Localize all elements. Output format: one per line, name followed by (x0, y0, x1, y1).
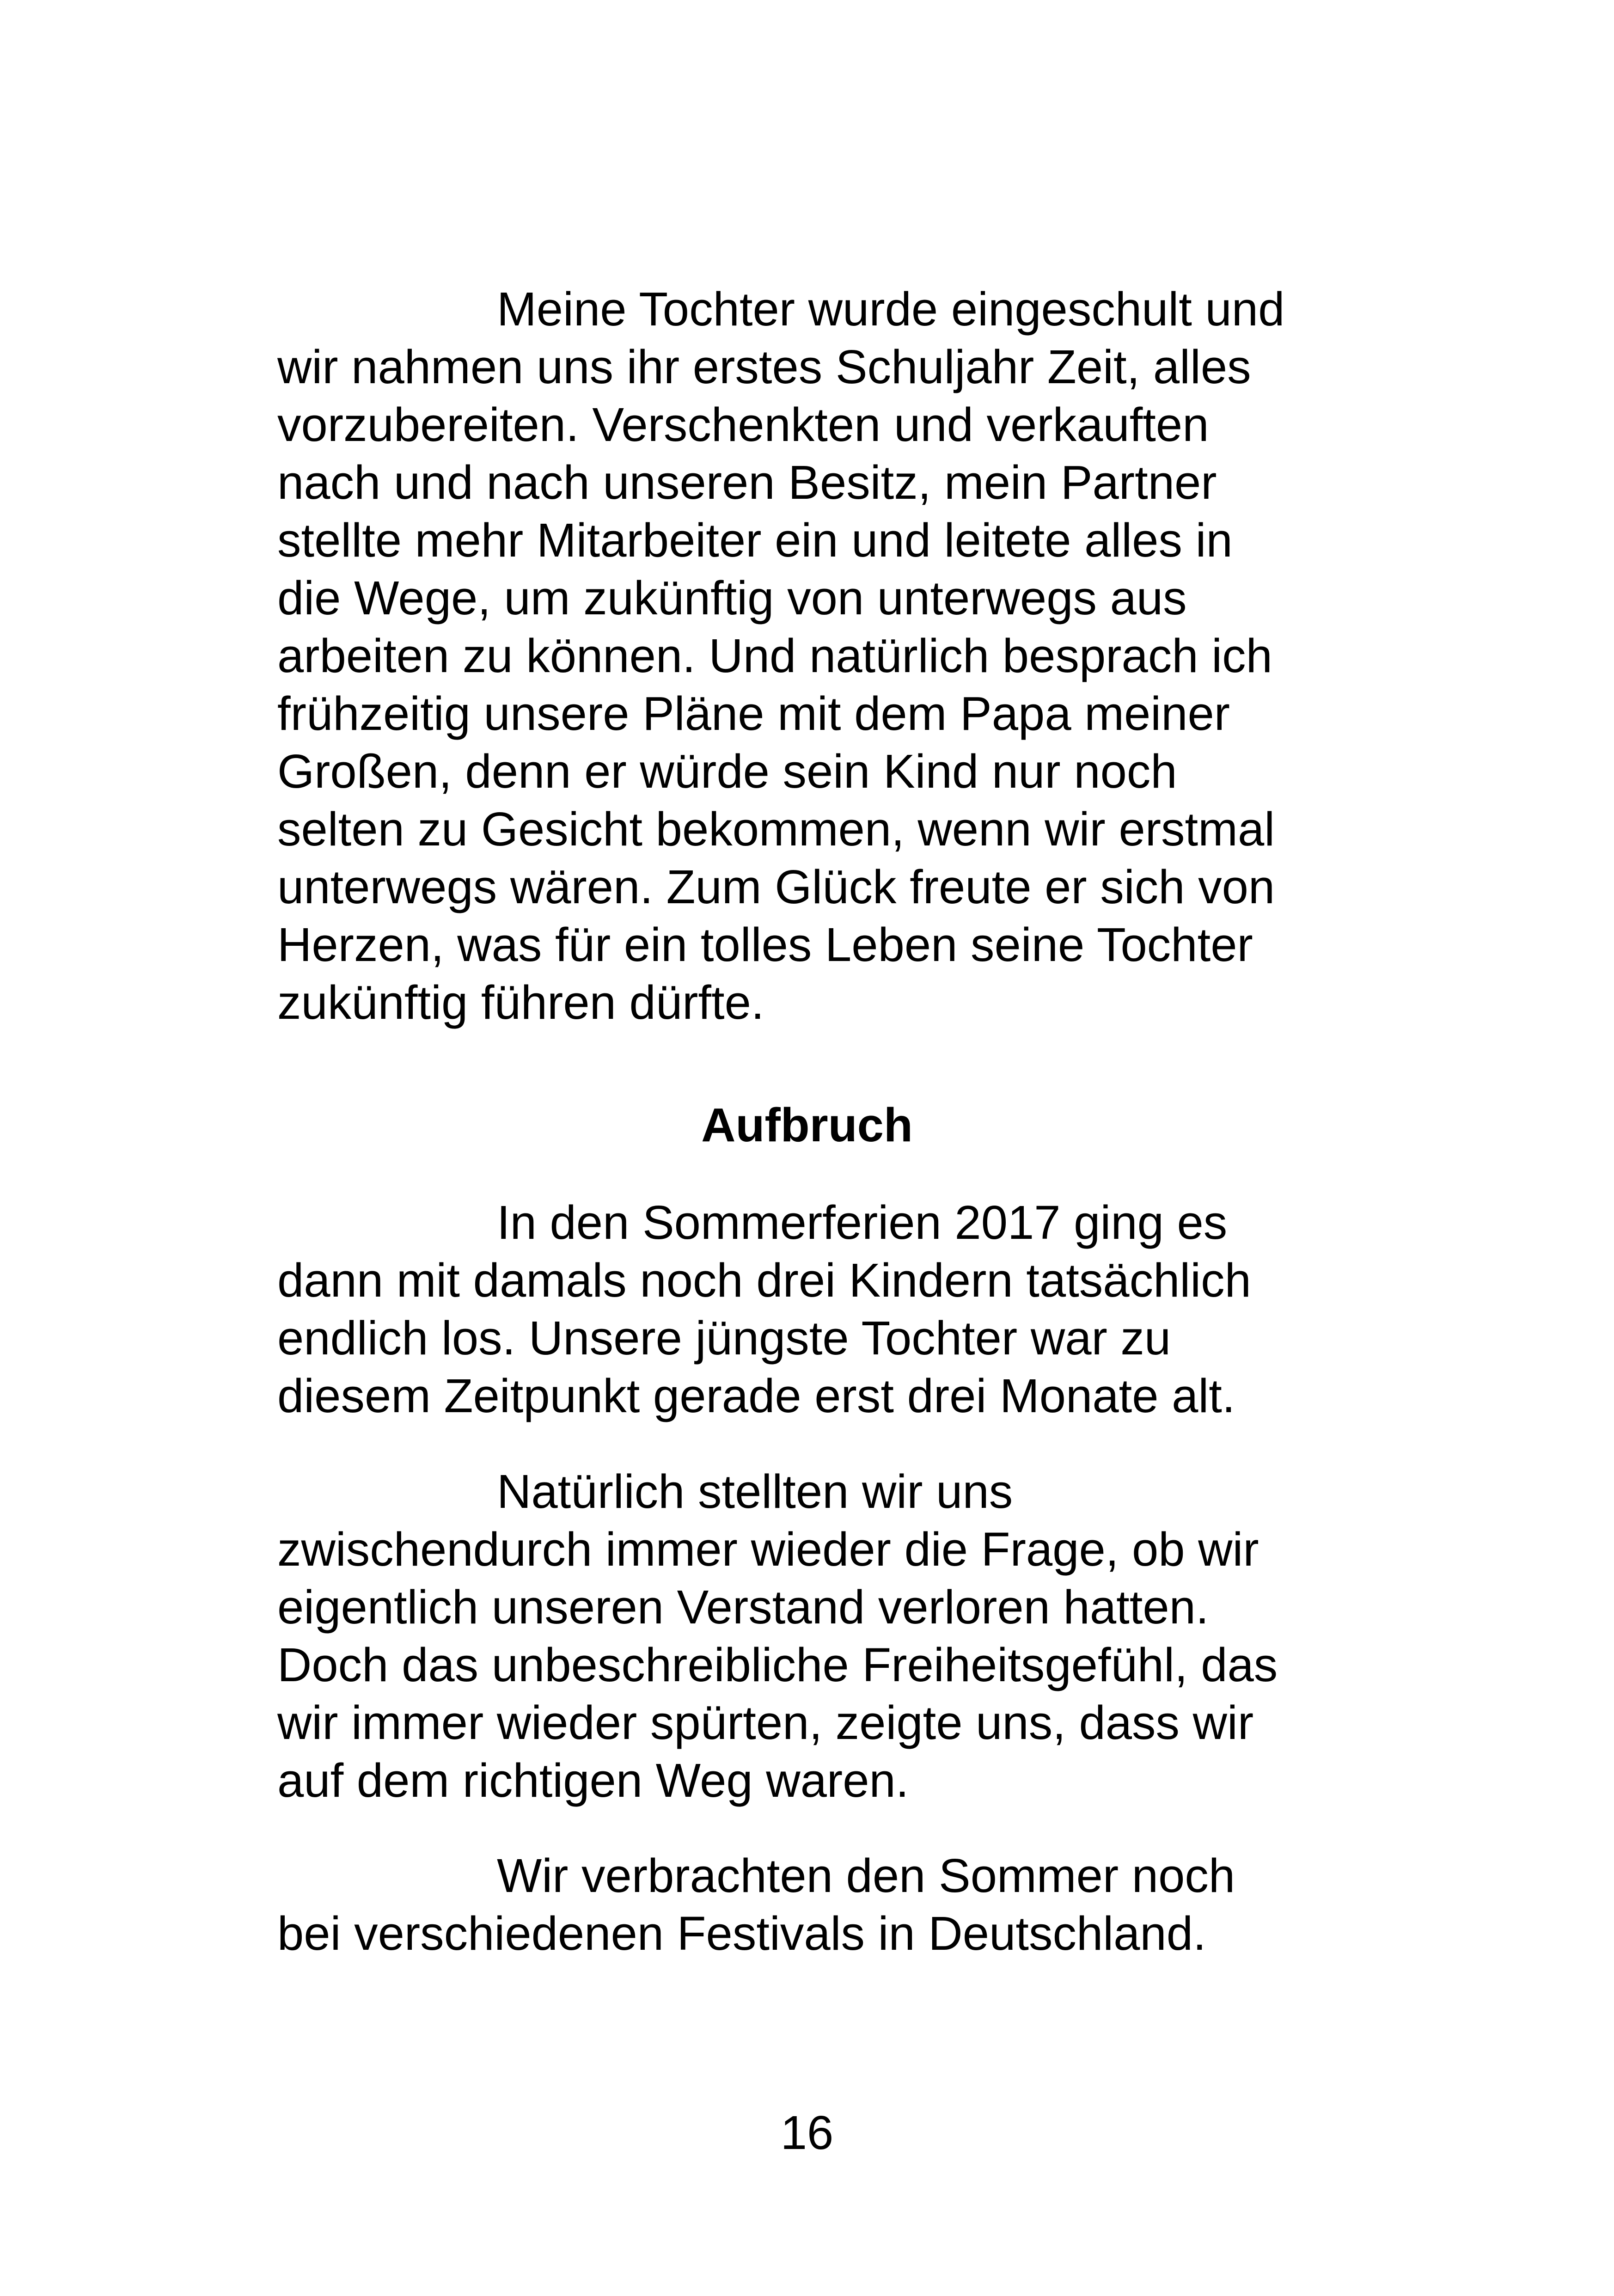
text-line: vorzubereiten. Verschenkten und verkauften (277, 398, 1209, 451)
text-line: arbeiten zu können. Und natürlich besprach ich (277, 629, 1272, 682)
text-line: frühzeitig unsere Pläne mit dem Papa meiner (277, 687, 1230, 740)
text-line: zukünftig führen dürfte. (277, 976, 764, 1029)
text-line: diesem Zeitpunkt gerade erst drei Monate alt. (277, 1369, 1235, 1422)
text-line: endlich los. Unsere jüngste Tochter war zu (277, 1311, 1171, 1365)
text-line: wir immer wieder spürten, zeigte uns, dass wir (277, 1696, 1254, 1749)
text-line: die Wege, um zukünftig von unterwegs aus (277, 571, 1187, 625)
page-number: 16 (780, 2106, 834, 2159)
text-line: wir nahmen uns ihr erstes Schuljahr Zeit, alles (277, 340, 1251, 393)
text-line: Natürlich stellten wir uns (497, 1465, 1013, 1518)
text-line: zwischendurch immer wieder die Frage, ob wir (277, 1523, 1259, 1576)
text-line: Herzen, was für ein tolles Leben seine Tochter (277, 918, 1253, 971)
text-line: bei verschiedenen Festivals in Deutschland. (277, 1907, 1206, 1960)
text-line: auf dem richtigen Weg waren. (277, 1754, 909, 1807)
text-line: nach und nach unseren Besitz, mein Partner (277, 456, 1217, 509)
text-line: stellte mehr Mitarbeiter ein und leitete alles in (277, 514, 1233, 567)
text-line: In den Sommerferien 2017 ging es (497, 1196, 1228, 1249)
text-line: unterwegs wären. Zum Glück freute er sich von (277, 860, 1275, 913)
text-line: Doch das unbeschreibliche Freiheitsgefühl, das (277, 1638, 1278, 1691)
text-line: Wir verbrachten den Sommer noch (497, 1849, 1235, 1902)
text-line: dann mit damals noch drei Kindern tatsächlich (277, 1254, 1251, 1307)
text-line: Großen, denn er würde sein Kind nur noch (277, 745, 1177, 798)
section-heading: Aufbruch (701, 1098, 913, 1151)
text-line: eigentlich unseren Verstand verloren hatten. (277, 1580, 1209, 1634)
text-line: selten zu Gesicht bekommen, wenn wir erstmal (277, 802, 1275, 856)
text-line: Meine Tochter wurde eingeschult und (497, 282, 1285, 336)
